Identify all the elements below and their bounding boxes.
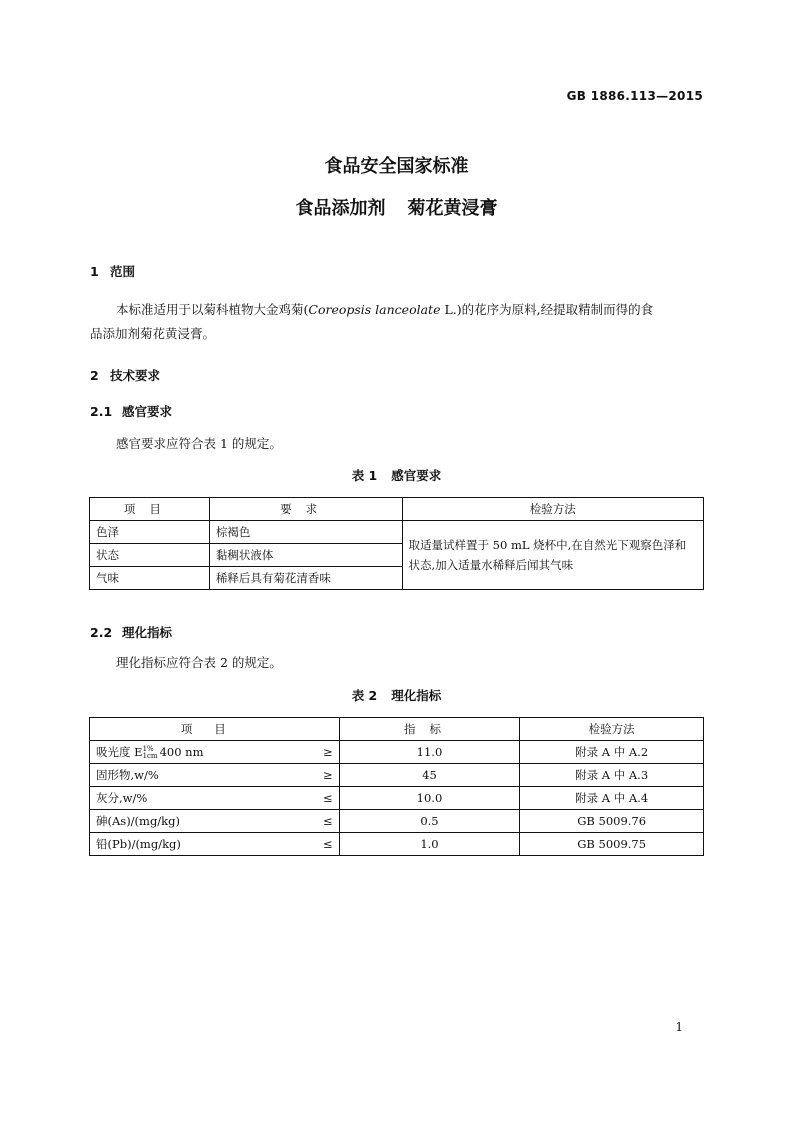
section-2-2-heading	[90, 623, 172, 641]
table-physicochemical	[89, 717, 704, 856]
cell-item: 色泽	[90, 521, 210, 544]
section-1-heading	[90, 262, 135, 280]
page-number: 1	[675, 1020, 683, 1034]
table-sensory	[89, 497, 704, 590]
section-title: 理化指标	[122, 625, 173, 640]
cell-operator: ≤	[307, 810, 339, 833]
cell-method: 附录 A 中 A.2	[520, 741, 704, 764]
document-title: 食品安全国家标准	[324, 156, 469, 177]
scope-text-post: L.)的花序为原料,经提取精制而得的食	[440, 302, 654, 317]
cell-requirement: 黏稠状液体	[209, 544, 402, 567]
cell-value: 0.5	[339, 810, 520, 833]
cell-requirement: 棕褐色	[209, 521, 402, 544]
item-text-post: 400 nm	[159, 745, 204, 759]
table-header-row	[90, 718, 704, 741]
cell-method: 附录 A 中 A.3	[520, 764, 704, 787]
cell-item: 气味	[90, 567, 210, 590]
table-row	[90, 787, 704, 810]
caption-number: 表 2	[351, 688, 378, 703]
subtitle-part-b: 菊花黄浸膏	[407, 198, 498, 219]
cell-item: 铅(Pb)/(mg/kg)	[90, 833, 308, 856]
caption-title: 感官要求	[391, 468, 442, 483]
section-2-1-heading	[90, 402, 172, 420]
header-item: 项目	[90, 718, 340, 741]
item-text: 吸光度 E	[96, 745, 143, 759]
section-1-paragraph	[90, 298, 705, 346]
section-title: 技术要求	[110, 368, 161, 383]
cell-requirement: 稀释后具有菊花清香味	[209, 567, 402, 590]
cell-item: 灰分,w/%	[90, 787, 308, 810]
superscript: 1%	[142, 745, 154, 753]
table-header-row	[90, 498, 704, 521]
cell-value: 45	[339, 764, 520, 787]
subtitle-part-a: 食品添加剂	[295, 198, 386, 219]
scope-text-pre: 本标准适用于以菊科植物大金鸡菊(	[116, 302, 309, 317]
table-row	[90, 741, 704, 764]
method-line-2: 状态,加入适量水稀释后闻其气味	[408, 558, 574, 572]
scope-text-line2: 品添加剂菊花黄浸膏。	[90, 326, 216, 341]
method-line-1: 取适量试样置于 50 mL 烧杯中,在自然光下观察色泽和	[408, 538, 687, 552]
section-2-heading	[90, 366, 160, 384]
cell-operator: ≥	[307, 741, 339, 764]
header-method: 检验方法	[402, 498, 703, 521]
section-number: 2.1	[90, 404, 113, 419]
latin-name: Coreopsis lanceolate	[308, 302, 441, 317]
cell-method: GB 5009.75	[520, 833, 704, 856]
section-2-2-paragraph: 理化指标应符合表 2 的规定。	[116, 655, 282, 670]
cell-value: 11.0	[339, 741, 520, 764]
header-method: 检验方法	[520, 718, 704, 741]
cell-operator: ≤	[307, 787, 339, 810]
section-number: 2.2	[90, 625, 113, 640]
table-row	[90, 810, 704, 833]
cell-item: 固形物,w/%	[90, 764, 308, 787]
sup-sub-stack	[143, 746, 158, 760]
header-value: 指标	[339, 718, 520, 741]
cell-item: 状态	[90, 544, 210, 567]
standard-code: GB 1886.113—2015	[566, 89, 703, 103]
table-1-caption	[0, 466, 793, 484]
cell-value: 10.0	[339, 787, 520, 810]
header-requirement: 要求	[209, 498, 402, 521]
section-number: 2	[90, 368, 99, 383]
section-number: 1	[90, 264, 99, 279]
table-2-caption	[0, 686, 793, 704]
cell-method	[402, 521, 703, 590]
table-row	[90, 764, 704, 787]
table-row	[90, 521, 704, 544]
caption-title: 理化指标	[391, 688, 442, 703]
cell-method: 附录 A 中 A.4	[520, 787, 704, 810]
header-item: 项目	[90, 498, 210, 521]
section-title: 感官要求	[122, 404, 173, 419]
section-title: 范围	[110, 264, 136, 279]
cell-operator: ≤	[307, 833, 339, 856]
document-subtitle	[0, 194, 793, 220]
table-row	[90, 833, 704, 856]
cell-item	[90, 741, 308, 764]
cell-operator: ≥	[307, 764, 339, 787]
section-2-1-paragraph: 感官要求应符合表 1 的规定。	[116, 436, 282, 451]
cell-item: 砷(As)/(mg/kg)	[90, 810, 308, 833]
cell-value: 1.0	[339, 833, 520, 856]
caption-number: 表 1	[351, 468, 378, 483]
cell-method: GB 5009.76	[520, 810, 704, 833]
subscript: 1cm	[142, 752, 158, 760]
